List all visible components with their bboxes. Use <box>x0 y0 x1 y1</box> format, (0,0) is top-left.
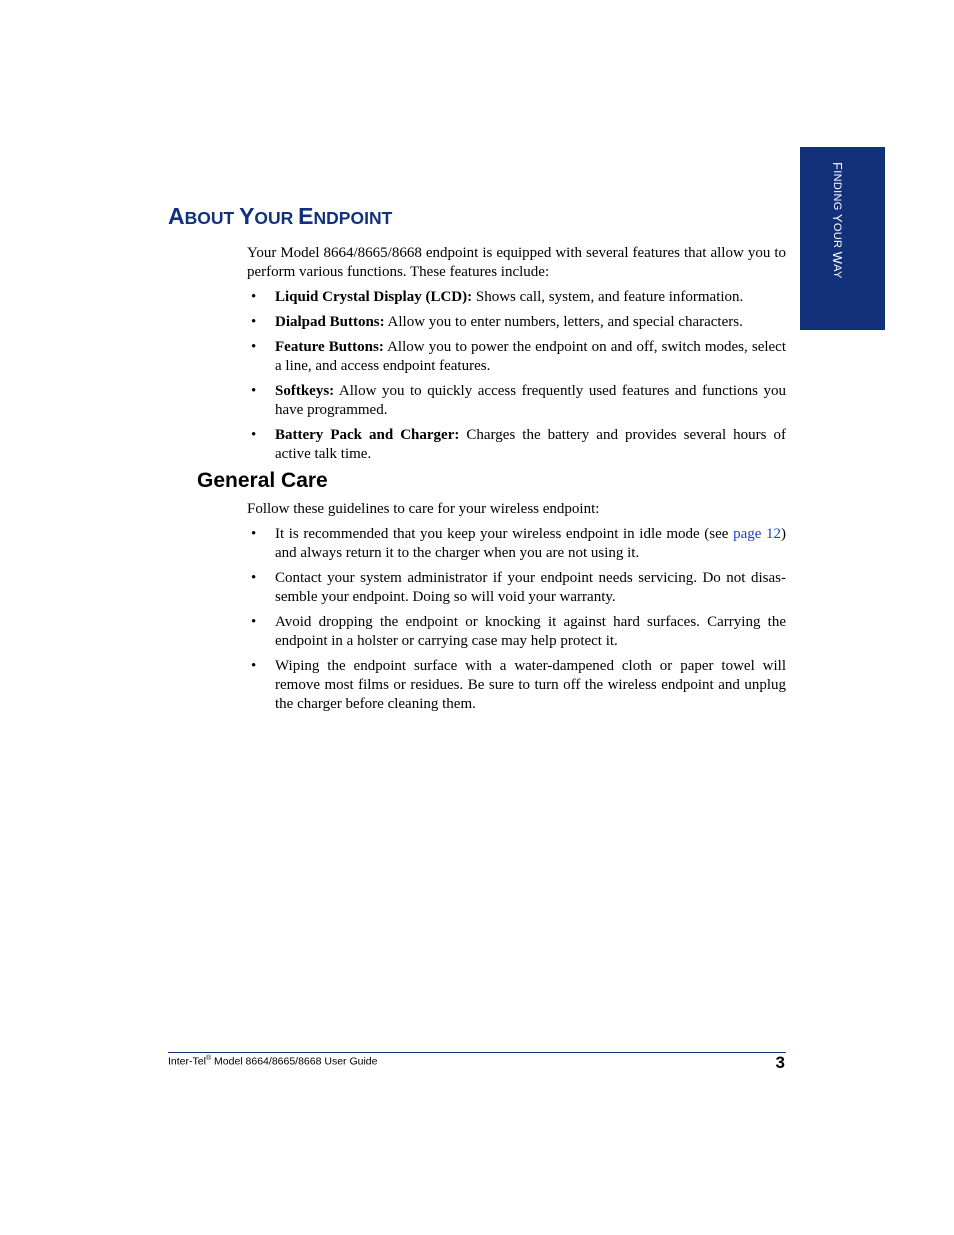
page-12-link[interactable]: page 12 <box>733 526 781 542</box>
list-item: • Dialpad Buttons: Allow you to enter numbers, letters, and special characters. <box>251 314 743 330</box>
general-care-heading: General Care <box>197 469 328 492</box>
section-heading: ABOUT YOUR ENDPOINT <box>168 203 393 229</box>
list-item: • Battery Pack and Charger: Charges the battery and provides several hours of active talk time. <box>251 427 787 462</box>
general-care-intro: Follow these guidelines to care for your wireless endpoint: <box>247 501 600 517</box>
footer-guide-title: Inter-Tel® Model 8664/8665/8668 User Guide <box>168 1055 378 1068</box>
list-item: • Avoid dropping the endpoint or knocking it against hard surfaces. Carrying the endpoint in a holster or carrying case may help protect it. <box>251 614 786 649</box>
list-item: • It is recommended that you keep your wireless endpoint in idle mode (see page 12) and always return it to the charger when you are not using it. <box>251 526 786 561</box>
list-item: • Wiping the endpoint surface with a water-dampened cloth or paper towel will remove most films or residues. Be sure to turn off the wireless endpoint and unplug the charger before cleaning them. <box>251 658 786 712</box>
list-item: • Softkeys: Allow you to quickly access frequently used features and functions you have programmed. <box>251 383 786 418</box>
list-item: • Contact your system administrator if your endpoint needs servicing. Do not disas-semble your endpoint. Doing so will void your warranty. <box>251 570 786 605</box>
list-item: • Liquid Crystal Display (LCD): Shows call, system, and feature information. <box>251 289 744 305</box>
features-list <box>247 288 786 470</box>
intro-paragraph: Your Model 8664/8665/8668 endpoint is equipped with several features that allow you to perform various functions. These features include: <box>247 245 786 280</box>
footer-divider <box>168 1052 786 1053</box>
list-item: • Feature Buttons: Allow you to power the endpoint on and off, switch modes, select a line, and access endpoint features. <box>251 339 787 374</box>
care-guidelines-list <box>247 525 786 720</box>
side-tab-label: FINDING YOUR WAY <box>830 162 845 279</box>
page-number: 3 <box>775 1053 785 1072</box>
